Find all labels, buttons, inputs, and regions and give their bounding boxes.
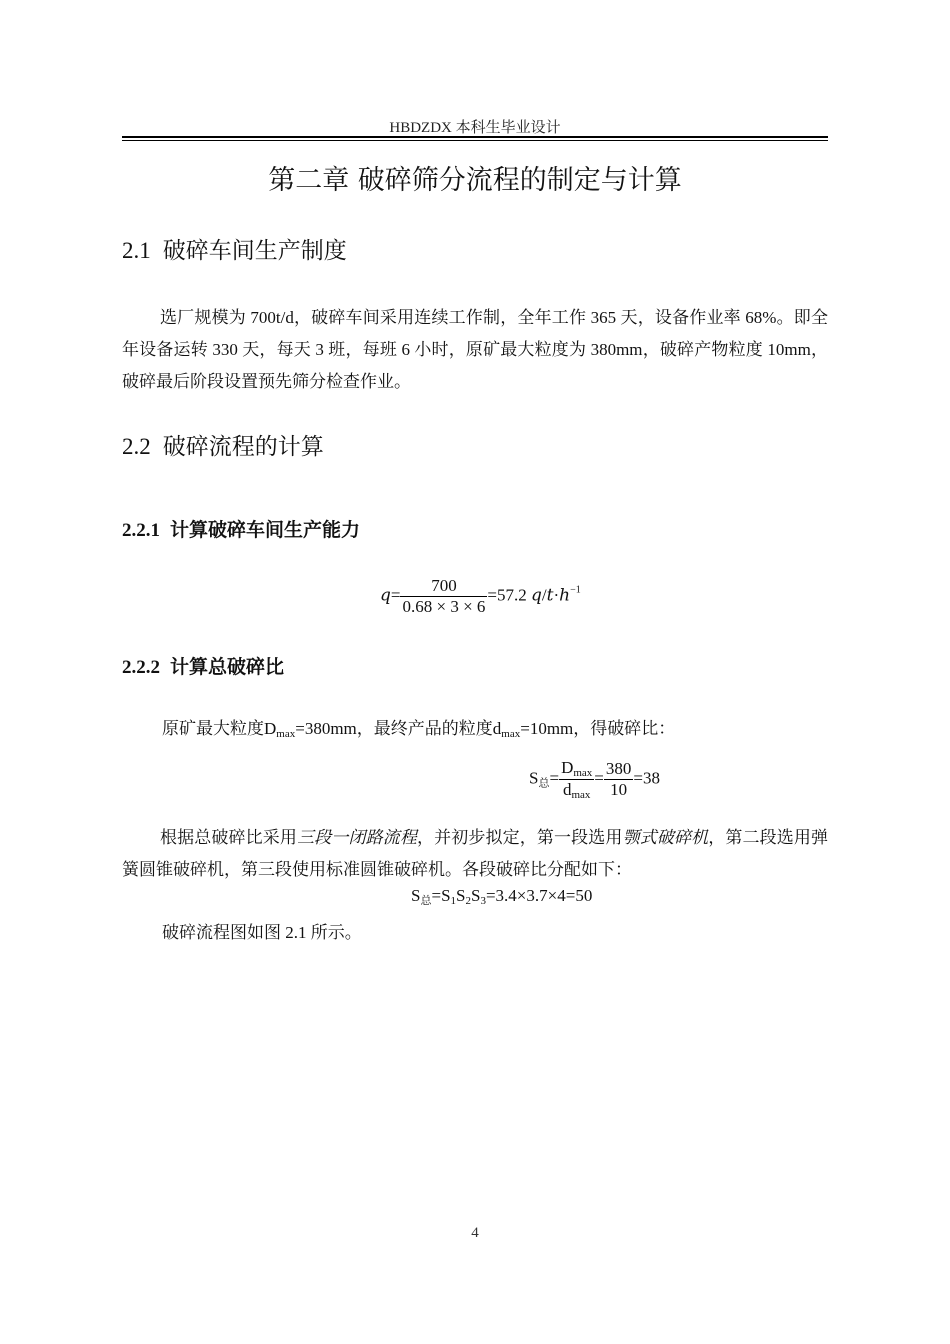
- eq-denominator: [559, 779, 594, 801]
- page-number: 4: [471, 1225, 479, 1241]
- text-run: S: [456, 886, 466, 905]
- eq-equals: =: [390, 585, 401, 605]
- eq-numerator: [559, 758, 594, 779]
- eq-unit-q: q: [531, 585, 542, 606]
- section-title: 破碎流程的计算: [162, 434, 324, 460]
- subscript: max: [501, 728, 521, 740]
- eq-fraction: [559, 758, 594, 801]
- paragraph-flowsheet: [122, 822, 828, 886]
- header-rule-thick: [122, 136, 828, 138]
- paragraph-figure-ref: 破碎流程图如图 2.1 所示。: [162, 923, 362, 942]
- subscript: 3: [480, 895, 486, 907]
- text-run: 原矿最大粒度D: [162, 719, 277, 738]
- eq-numerator: 380: [605, 759, 632, 778]
- text-run: 根据总破碎比采用: [160, 828, 298, 847]
- subsection-number: 2.2.1: [122, 520, 160, 541]
- equation-total-ratio: [529, 758, 660, 801]
- eq-unit-dot: ·: [553, 585, 560, 605]
- subsection-title: 计算破碎车间生产能力: [170, 519, 361, 541]
- equation-capacity: [380, 576, 581, 617]
- eq-denominator: 10: [604, 779, 634, 800]
- section-heading-2-2: [122, 428, 324, 461]
- section-heading-2-1: [122, 232, 347, 265]
- equation-stage-ratios: [411, 886, 592, 908]
- eq-equals: =: [431, 886, 442, 905]
- eq-unit-h: h: [559, 585, 571, 606]
- eq-var-s: S: [529, 768, 539, 788]
- italic-term: 颚式破碎机: [622, 828, 709, 848]
- eq-fraction: [400, 576, 487, 617]
- subsection-heading-2-2-1: [122, 515, 360, 542]
- subscript: max: [276, 728, 296, 740]
- eq-denominator: 0.68 × 3 × 6: [402, 597, 486, 616]
- text-run: ，并初步拟定，第一段选用: [416, 828, 623, 847]
- eq-unit-t: t: [546, 585, 554, 606]
- header-rule-thin: [122, 140, 828, 141]
- subscript: 2: [465, 895, 471, 907]
- text-run: =10mm，得破碎比：: [520, 719, 676, 738]
- subsection-heading-2-2-2: [122, 652, 284, 679]
- page-header: HBDZDX 本科生毕业设计: [389, 120, 561, 136]
- text-run: ，第二段选用弹簧圆锥破碎机，第三段使用标准圆锥破碎机。各段破碎比分配如下：: [122, 828, 829, 879]
- section-number: 2.2: [122, 434, 151, 459]
- text-run: =380mm，最终产品的粒度d: [295, 719, 502, 738]
- eq-equals: =: [594, 768, 604, 788]
- subsection-number: 2.2.2: [122, 657, 160, 678]
- subscript: max: [571, 789, 591, 801]
- italic-term: 三段一闭路流程: [297, 828, 417, 848]
- subsection-title: 计算总破碎比: [170, 656, 285, 678]
- text-run: D: [561, 758, 574, 777]
- subscript: 1: [450, 895, 457, 907]
- chapter-title: 第二章 破碎筛分流程的制定与计算: [268, 165, 682, 196]
- paragraph-production-system: 选厂规模为 700t/d，破碎车间采用连续工作制，全年工作 365 天，设备作业率 68%。即全年设备运转 330 天，每天 3 班，每班 6 小时，原矿最大粒度为 380mm，破碎产物粒度 10mm，破碎最后阶段设置预先筛分检查作业。: [122, 308, 828, 391]
- eq-fraction: [604, 759, 634, 800]
- eq-unit-exponent: −1: [570, 584, 581, 596]
- eq-numerator: 700: [431, 576, 457, 595]
- subscript: 总: [420, 895, 432, 907]
- text-run: S: [411, 886, 421, 905]
- eq-result: =38: [633, 768, 660, 788]
- eq-equals: =: [549, 768, 560, 788]
- eq-unit-slash: /: [541, 585, 547, 605]
- text-run: S: [441, 886, 451, 905]
- eq-result: =57.2: [487, 585, 527, 605]
- text-run: S: [471, 886, 481, 905]
- section-title: 破碎车间生产制度: [162, 238, 347, 264]
- eq-result: =3.4×3.7×4=50: [485, 886, 593, 905]
- subscript: max: [573, 767, 593, 779]
- paragraph-crushing-ratio-intro: [162, 714, 675, 740]
- text-run: d: [562, 780, 572, 799]
- section-number: 2.1: [122, 238, 151, 263]
- subscript: 总: [538, 777, 550, 790]
- eq-var-q: q: [380, 585, 391, 606]
